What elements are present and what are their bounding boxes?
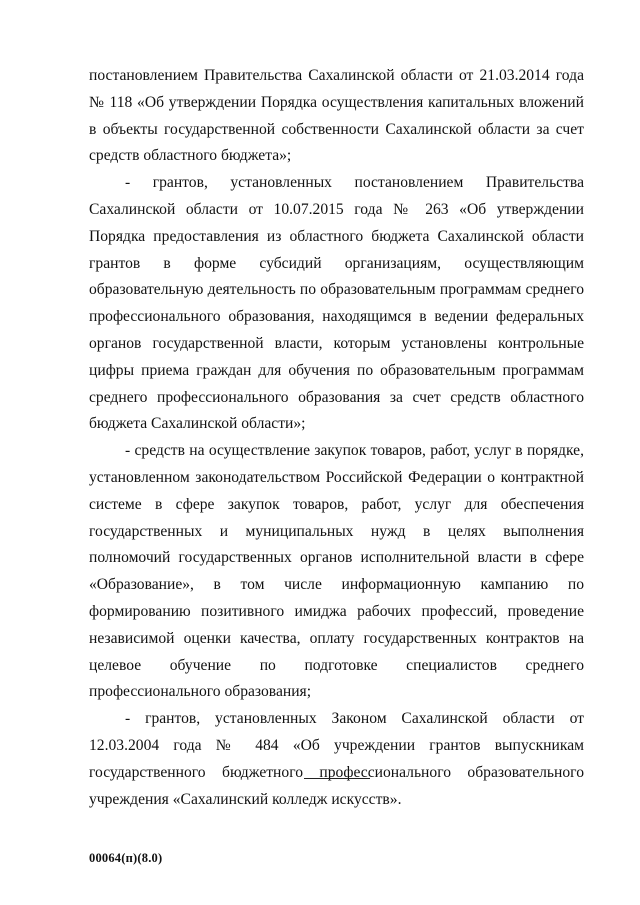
- paragraph-grants-resolution-263: - грантов, установленных постановлением Правительства Сахалинской области от 10.07.2015 года № 263 «Об утверждении Порядка предоставления из областного бюджета Сахалинской области грантов в форме субсидий организациям, осуществляющим образовательную деятельность по образовательным программам среднего профессионального образования, находящимся в ведении федеральных органов государственной власти, которым установлены контрольные цифры приема граждан для обучения по образовательным программам среднего профессионального образования за счет средств областного бюджета Сахалинской области»;: [89, 174, 584, 433]
- end-divider-line: [304, 778, 370, 779]
- paragraph-procurement-funds: - средств на осуществление закупок товаров, работ, услуг в порядке, установленном законодательством Российской Федерации о контрактной системе в сфере закупок товаров, работ, услуг для обеспечения государственных и муниципальных нужд в целях выполнения полномочий государственных органов исполнительной власти в сфере «Образование», в том числе информационную кампанию по формированию позитивного имиджа рабочих профессий, проведение независимой оценки качества, оплату государственных контрактов на целевое обучение по подготовке специалистов среднего профессионального образования;: [89, 442, 584, 701]
- paragraph-grants-law-484: - грантов, установленных Законом Сахалинской области от 12.03.2004 года № 484 «Об учреждении грантов выпускникам государственного бюджетного профессионального образовательного учреждения «Сахалинский колледж искусств».: [89, 710, 584, 808]
- document-body: [89, 63, 584, 813]
- document-code: 00064(п)(8.0): [89, 851, 163, 865]
- paragraph-capital-investments: постановлением Правительства Сахалинской области от 21.03.2014 года № 118 «Об утверждении Порядка осуществления капитальных вложений в объекты государственной собственности Сахалинской области за счет средств областного бюджета»;: [89, 67, 584, 165]
